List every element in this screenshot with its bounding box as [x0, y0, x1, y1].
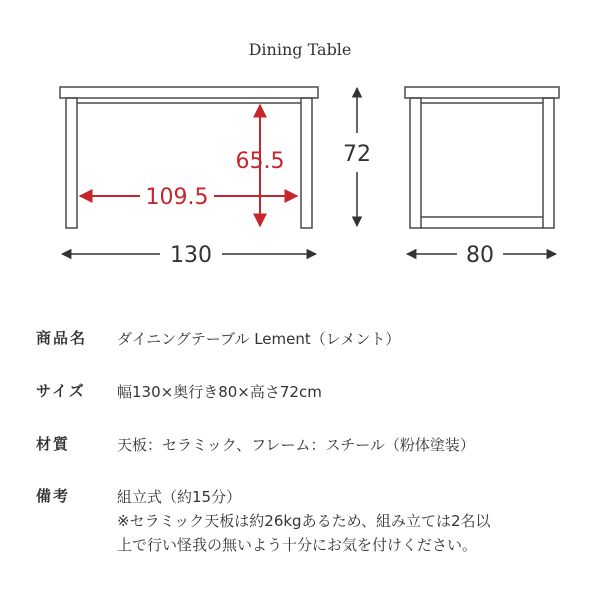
spec-value: [117, 380, 587, 404]
side-right-leg: [543, 98, 554, 228]
side-tabletop: [405, 87, 559, 98]
front-left-leg: [66, 98, 77, 228]
spec-value-line: 組立式（約15分）: [117, 488, 242, 506]
inner-width-label: 109.5: [145, 185, 209, 210]
width-dimension: [62, 243, 316, 268]
width-label: 130: [170, 243, 212, 268]
spec-value-line: ダイニングテーブル Lement（レメント）: [117, 330, 401, 348]
spec-label: 材質: [36, 435, 71, 453]
height-label: 72: [343, 142, 371, 167]
spec-value-line: ※セラミック天板は約26kgあるため、組み立ては2名以: [117, 512, 491, 530]
page-title: Dining Table: [248, 40, 352, 59]
inner-height-label: 65.5: [235, 149, 285, 174]
spec-value-line: 上で行い怪我の無いよう十分にお気を付けください。: [117, 536, 478, 554]
front-tabletop: [60, 87, 318, 98]
inner-dimensions: [80, 105, 297, 226]
spec-value: [117, 433, 587, 457]
spec-label: サイズ: [36, 382, 86, 400]
spec-value-line: 幅130×奥行き80×高さ72cm: [117, 383, 322, 401]
spec-value: [117, 485, 587, 557]
side-left-leg: [410, 98, 421, 228]
spec-value: [117, 327, 587, 351]
side-view: [405, 87, 559, 228]
height-dimension: [343, 88, 371, 226]
depth-dimension: [407, 243, 556, 268]
spec-label: 商品名: [36, 329, 88, 347]
front-right-leg: [301, 98, 312, 228]
spec-label: 備考: [36, 487, 71, 505]
spec-value-line: 天板：セラミック、フレーム：スチール（粉体塗装）: [117, 436, 475, 454]
depth-label: 80: [466, 243, 494, 268]
